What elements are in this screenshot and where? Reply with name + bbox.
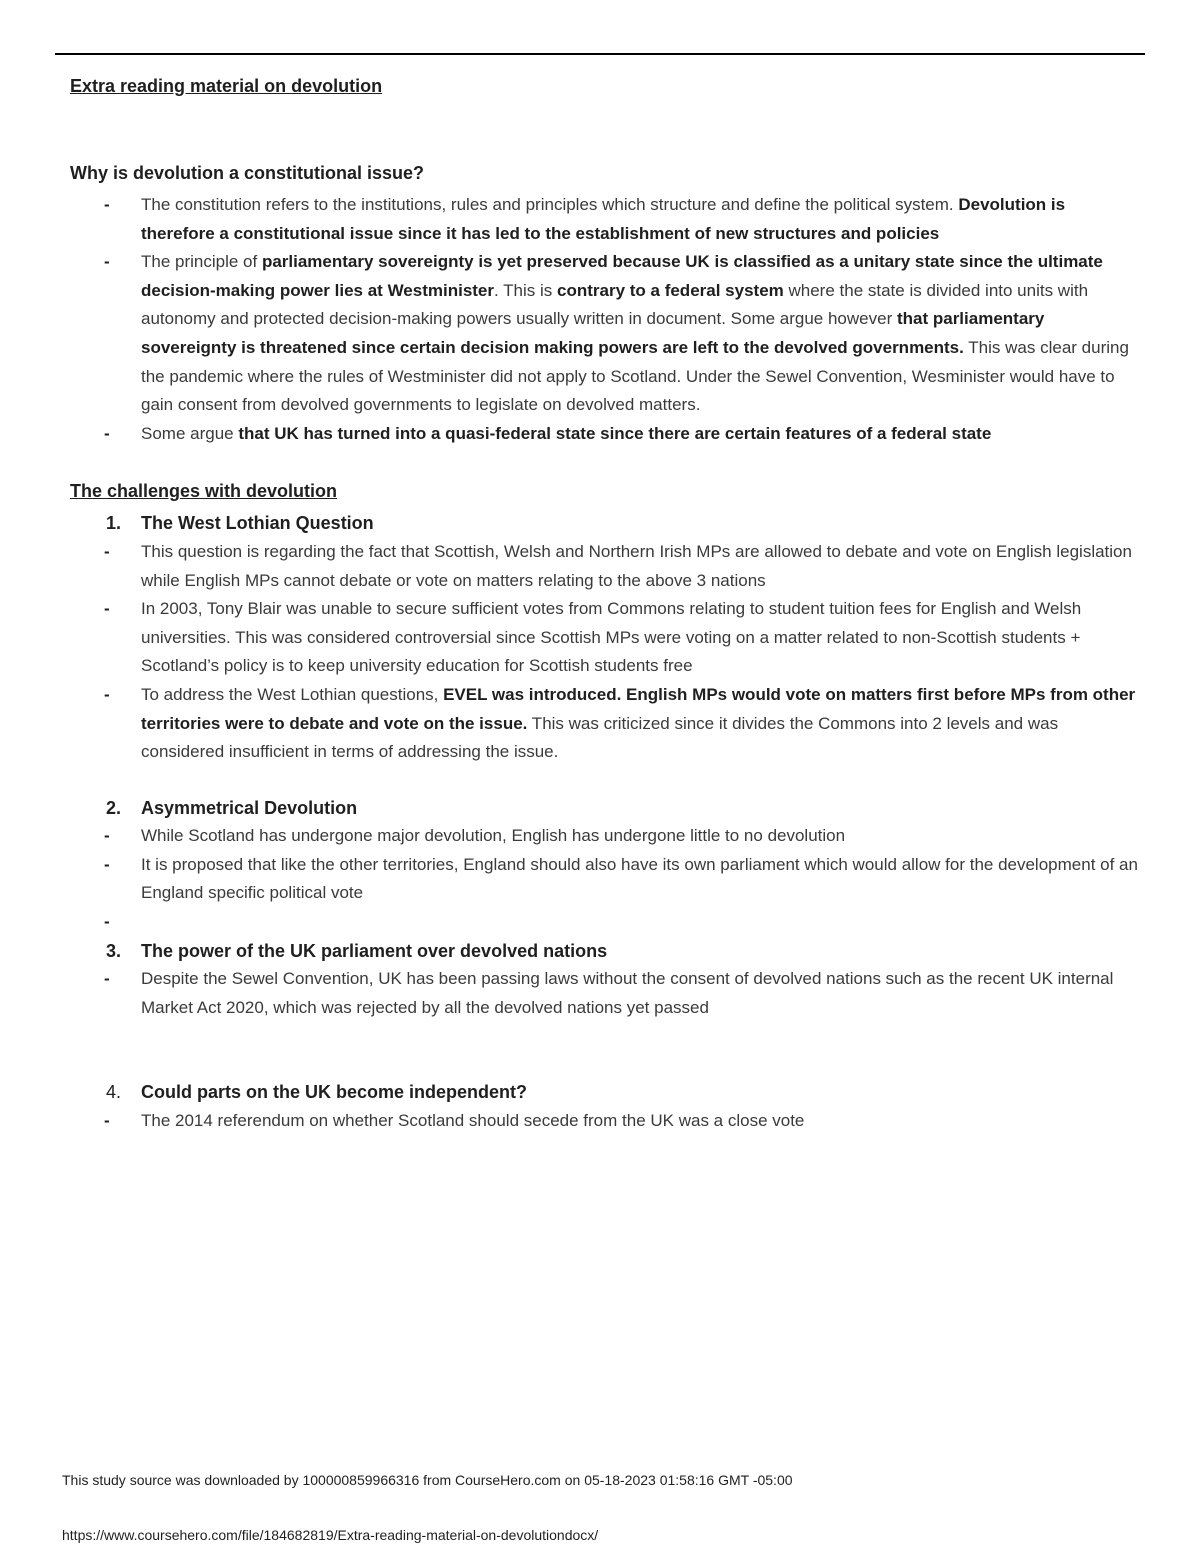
text-run: It is proposed that like the other territories, England should also have its own parliament which would allow for the development of an England specific political vote <box>141 854 1138 903</box>
list-item <box>70 420 1140 449</box>
text-run: While Scotland has undergone major devolution, English has undergone little to no devolution <box>141 826 846 846</box>
independence-list <box>70 1107 1140 1136</box>
bold-text-run: that UK has turned into a quasi-federal state since there are certain features of a federal state <box>238 423 992 443</box>
dash-marker: - <box>104 195 110 214</box>
text-run: where the state is divided into units with autonomy and protected decision-making powers usually written in document. Some argue however <box>141 280 1089 329</box>
text-run: In 2003, Tony Blair was unable to secure sufficient votes from Commons relating to student tuition fees for English and Welsh universities. This was considered controversial since Scottish MPs were voting on a matter related to non-Scottish students + Scotland’s policy is to keep university education for Scottish students free <box>141 599 1082 676</box>
bold-text-run: contrary to a federal system <box>557 280 784 300</box>
list-item <box>70 595 1140 681</box>
numbered-heading-text: Could parts on the UK become independent? <box>141 1082 528 1103</box>
constitutional-issue-list <box>70 191 1140 448</box>
download-note: This study source was downloaded by 100000859966316 from CourseHero.com on 05-18-2023 01:58:16 GMT -05:00 <box>62 1472 793 1488</box>
bold-text-run: EVEL was introduced. English MPs would vote on matters first before MPs from other territories were to debate and vote on the issue. <box>141 684 1136 733</box>
dash-marker: - <box>104 252 110 272</box>
bold-text-run: parliamentary sovereignty is yet preserved because UK is classified as a unitary state since the ultimate decision-making power lies at Westminister <box>141 252 1103 300</box>
list-item <box>70 822 1140 851</box>
text-run: This was clear during the pandemic where the rules of Westminister did not apply to Scotland. Under the Sewel Convention, Wesminister would have to gain consent from devolved governments to legislate on devolved matters. <box>141 337 1129 415</box>
section-heading-challenges: The challenges with devolution <box>70 481 338 502</box>
numbered-heading-uk-parliament-power <box>70 937 1140 966</box>
list-item <box>70 1107 1140 1136</box>
numbered-heading-text: Asymmetrical Devolution <box>141 797 358 818</box>
top-rule <box>55 53 1145 55</box>
numbered-heading-west-lothian <box>70 509 1140 538</box>
text-run: This question is regarding the fact that Scottish, Welsh and Northern Irish MPs are allowed to debate and vote on English legislation while English MPs cannot debate or vote on matters relating to the above 3 nations <box>141 541 1132 590</box>
document-title: Extra reading material on devolution <box>70 76 383 96</box>
numbered-heading-text: The power of the UK parliament over devolved nations <box>141 940 608 961</box>
west-lothian-list <box>70 538 1140 767</box>
dash-marker: - <box>104 599 110 619</box>
text-run: Some argue <box>141 423 239 443</box>
dash-marker: - <box>104 541 110 561</box>
list-item <box>70 681 1140 767</box>
text-run: The constitution refers to the institutions, rules and principles which structure and define the political system. <box>141 195 959 214</box>
text-run: This was criticized since it divides the Commons into 2 levels and was considered insufficient in terms of addressing the issue. <box>141 713 1059 762</box>
text-run: To address the West Lothian questions, <box>141 684 444 704</box>
document-body <box>70 72 1140 1136</box>
list-item <box>70 248 1140 420</box>
list-item <box>70 851 1140 908</box>
dash-marker: - <box>104 854 110 874</box>
source-url[interactable]: https://www.coursehero.com/file/184682819/Extra-reading-material-on-devolutiondocx/ <box>62 1527 599 1543</box>
number-marker: 3. <box>106 940 122 961</box>
list-item <box>70 191 1140 248</box>
bold-text-run: Devolution is therefore a constitutional issue since it has led to the establishment of new structures and policies <box>141 195 1066 243</box>
numbered-heading-independence <box>70 1078 1140 1107</box>
section-heading-constitutional-issue: Why is devolution a constitutional issue? <box>70 163 425 183</box>
dash-marker: - <box>104 826 110 846</box>
number-marker: 4. <box>106 1082 122 1103</box>
dash-marker: - <box>104 969 110 989</box>
numbered-heading-asymmetrical <box>70 794 1140 823</box>
number-marker: 1. <box>106 513 122 534</box>
bold-text-run: that parliamentary sovereignty is threatened since certain decision making powers are left to the devolved governments. <box>141 309 1045 357</box>
text-run: The 2014 referendum on whether Scotland should secede from the UK was a close vote <box>141 1111 805 1131</box>
dash-marker: - <box>104 912 110 932</box>
uk-parliament-power-list <box>70 965 1140 1022</box>
dash-marker: - <box>104 423 110 443</box>
list-item <box>70 538 1140 595</box>
text-run: Despite the Sewel Convention, UK has been passing laws without the consent of devolved nations such as the recent UK internal Market Act 2020, which was rejected by all the devolved nations yet passed <box>141 969 1114 1017</box>
text-run: . This is <box>494 280 557 300</box>
list-item-empty <box>70 908 1140 937</box>
text-run: The principle of <box>141 252 262 272</box>
asymmetrical-list <box>70 822 1140 936</box>
dash-marker: - <box>104 684 110 704</box>
list-item <box>70 965 1140 1022</box>
dash-marker: - <box>104 1111 110 1131</box>
numbered-heading-text: The West Lothian Question <box>141 513 374 534</box>
number-marker: 2. <box>106 797 122 818</box>
